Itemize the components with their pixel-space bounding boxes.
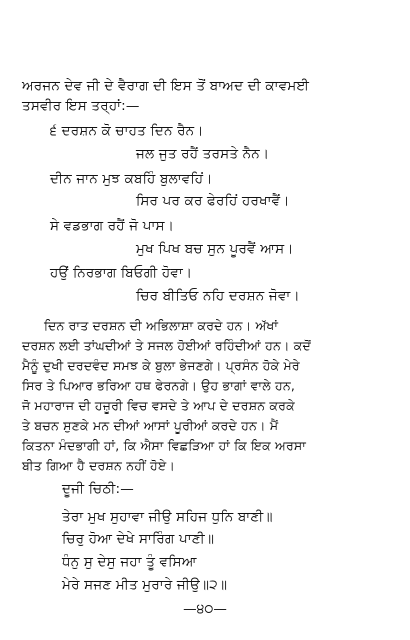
page-number: —੪੦— bbox=[183, 601, 227, 617]
verse-line-3: ਦੀਨ ਜਾਨ ਮੁਝ ਕਬਹਿੰ ਬੁਲਾਵਹਿਂ। bbox=[50, 171, 213, 187]
prose-line-8: ਬੀਤ ਗਿਆ ਹੈ ਦਰਸ਼ਨ ਨਹੀਂ ਹੋਏ। bbox=[22, 458, 176, 473]
prose-line-5: ਜੋ ਮਹਾਰਾਜ ਦੀ ਹਜ਼ੂਰੀ ਵਿਚ ਵਸਦੇ ਤੇ ਆਪ ਦੇ ਦਰਸ਼ਨ ਕਰਕੇ bbox=[22, 398, 295, 413]
prose-line-1: ਦਿਨ ਰਾਤ ਦਰਸ਼ਨ ਦੀ ਅਭਿਲਾਸ਼ਾ ਕਰਦੇ ਹਨ। ਅੱਖਾਂ bbox=[44, 318, 279, 333]
verse-line-2: ਜਲ ਜੁਤ ਰਹੈਂ ਤਰਸਤੇ ਨੈਨ। bbox=[136, 146, 270, 162]
prose-line-3: ਮੈਨੂੰ ਦੁਖੀ ਦਰਦਵੰਦ ਸਮਝ ਕੇ ਬੁਲਾ ਭੇਜਣਗੇ। ਪ੍ਰਸੰਨ ਹੋਕੇ ਮੇਰੇ bbox=[22, 358, 300, 373]
verse2-line-3: ਧੰਨੁ ਸੁ ਦੇਸੁ ਜਹਾ ਤੂੰ ਵਸਿਆ bbox=[62, 554, 197, 570]
intro-line-2: ਤਸਵੀਰ ਇਸ ਤਰ੍ਹਾਂ:— bbox=[22, 98, 140, 114]
prose-line-4: ਸਿਰ ਤੇ ਪਿਆਰ ਭਰਿਆ ਹਥ ਫੇਰਨਗੇ। ਉਹ ਭਾਗਾਂ ਵਾਲੇ ਹਨ, bbox=[22, 378, 296, 393]
verse-line-7: ਹਉਂ ਨਿਰਭਾਗ ਬਿਓਗੀ ਹੋਵਾ। bbox=[50, 265, 193, 281]
verse-line-1: ੬ ਦਰਸ਼ਨ ਕੋ ਚਾਹਤ ਦਿਨ ਰੈਨ। bbox=[50, 123, 204, 139]
second-letter-heading: ਦੂਜੀ ਚਿਠੀ:— bbox=[62, 481, 134, 497]
prose-line-6: ਤੇ ਬਚਨ ਸੁਣਕੇ ਮਨ ਦੀਆਂ ਆਸਾਂ ਪੂਰੀਆਂ ਕਰਦੇ ਹਨ। ਮੈਂ bbox=[22, 418, 279, 433]
intro-line-1: ਅਰਜਨ ਦੇਵ ਜੀ ਦੇ ਵੈਰਾਗ ਦੀ ਇਸ ਤੋਂ ਬਾਅਦ ਦੀ ਕਾਵਮਈ bbox=[22, 78, 310, 94]
prose-line-7: ਕਿਤਨਾ ਮੰਦਭਾਗੀ ਹਾਂ, ਕਿ ਐਸਾ ਵਿਛੜਿਆ ਹਾਂ ਕਿ ਇਕ ਅਰਸਾ bbox=[22, 438, 307, 453]
verse-line-8: ਚਿਰ ਬੀਤਿਓ ਨਹਿ ਦਰਸ਼ਨ ਜੋਵਾ। bbox=[136, 288, 300, 304]
verse-line-6: ਮੁਖ ਪਿਖ ਬਚ ਸੁਨ ਪੂਰਵੈਂ ਆਸ। bbox=[136, 241, 294, 257]
verse2-line-1: ਤੇਰਾ ਮੁਖ ਸੁਹਾਵਾ ਜੀਉ ਸਹਿਜ ਧੁਨਿ ਬਾਣੀ॥ bbox=[62, 509, 273, 525]
prose-line-2: ਦਰਸ਼ਨ ਲਈ ਤਾਂਘਦੀਆਂ ਤੇ ਸਜਲ ਹੋਈਆਂ ਰਹਿੰਦੀਆਂ ਹਨ। ਕਦੋਂ bbox=[22, 338, 312, 353]
verse2-line-2: ਚਿਰੁ ਹੋਆ ਦੇਖੇ ਸਾਰਿੰਗ ਪਾਣੀ॥ bbox=[62, 531, 215, 547]
verse2-line-4: ਮੇਰੇ ਸਜਣ ਮੀਤ ਮੁਰਾਰੇ ਜੀਉ॥੨॥ bbox=[62, 577, 228, 593]
verse-line-5: ਸੇ ਵਡਭਾਗ ਰਹੈਂ ਜੋ ਪਾਸ। bbox=[50, 218, 175, 234]
verse-line-4: ਸਿਰ ਪਰ ਕਰ ਫੇਰਹਿਂ ਹਰਖਾਵੈਂ। bbox=[136, 193, 290, 209]
